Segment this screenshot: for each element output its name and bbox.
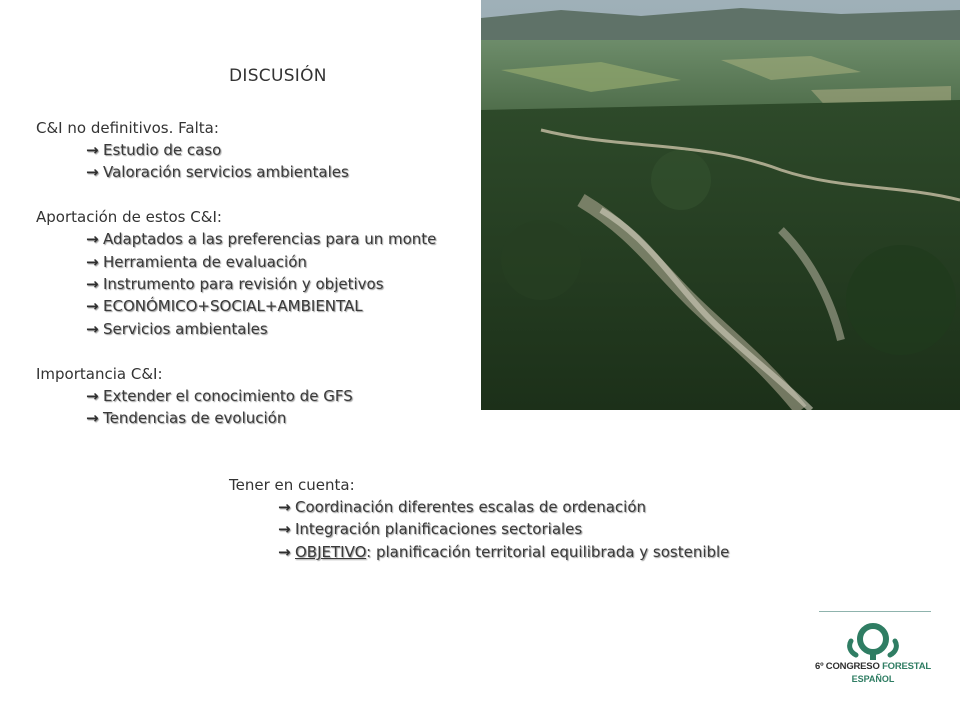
arrow-right-icon: → <box>86 409 99 427</box>
list-item: → Estudio de caso <box>86 141 222 159</box>
section-heading-contribution: Aportación de estos C&I: <box>36 208 222 226</box>
congress-logo <box>808 608 938 690</box>
arrow-right-icon: → <box>86 297 99 315</box>
arrow-right-icon: → <box>86 387 99 405</box>
logo-brand-text: 6º CONGRESO FORESTAL <box>815 661 931 672</box>
arrow-right-icon: → <box>86 253 99 271</box>
list-item: → ECONÓMICO+SOCIAL+AMBIENTAL <box>86 297 363 315</box>
section-heading-consider: Tener en cuenta: <box>229 476 355 494</box>
arrow-right-icon: → <box>278 498 291 516</box>
arrow-right-icon: → <box>86 230 99 248</box>
tree-logo-icon <box>846 622 900 662</box>
forest-landscape-photo <box>481 0 960 410</box>
arrow-right-icon: → <box>86 141 99 159</box>
slide-title: DISCUSIÓN <box>229 66 327 86</box>
section-heading-missing: C&I no definitivos. Falta: <box>36 119 219 137</box>
arrow-right-icon: → <box>86 320 99 338</box>
arrow-right-icon: → <box>86 163 99 181</box>
list-item: → Adaptados a las preferencias para un monte <box>86 230 437 248</box>
arrow-right-icon: → <box>278 543 291 561</box>
list-item: → Servicios ambientales <box>86 320 268 338</box>
list-item: → Herramienta de evaluación <box>86 253 307 271</box>
list-item: → Integración planificaciones sectoriales <box>278 520 583 538</box>
list-item: → Valoración servicios ambientales <box>86 163 349 181</box>
list-item: → Tendencias de evolución <box>86 409 287 427</box>
list-item-objective <box>278 543 729 561</box>
arrow-right-icon: → <box>278 520 291 538</box>
logo-subtitle: ESPAÑOL <box>851 674 895 684</box>
objective-label: OBJETIVO <box>295 543 367 561</box>
logo-divider <box>819 611 931 612</box>
list-item: → Coordinación diferentes escalas de ordenación <box>278 498 647 516</box>
section-heading-importance: Importancia C&I: <box>36 365 163 383</box>
list-item: → Instrumento para revisión y objetivos <box>86 275 384 293</box>
objective-text: : planificación territorial equilibrada y sostenible <box>366 543 730 561</box>
arrow-right-icon: → <box>86 275 99 293</box>
list-item: → Extender el conocimiento de GFS <box>86 387 353 405</box>
